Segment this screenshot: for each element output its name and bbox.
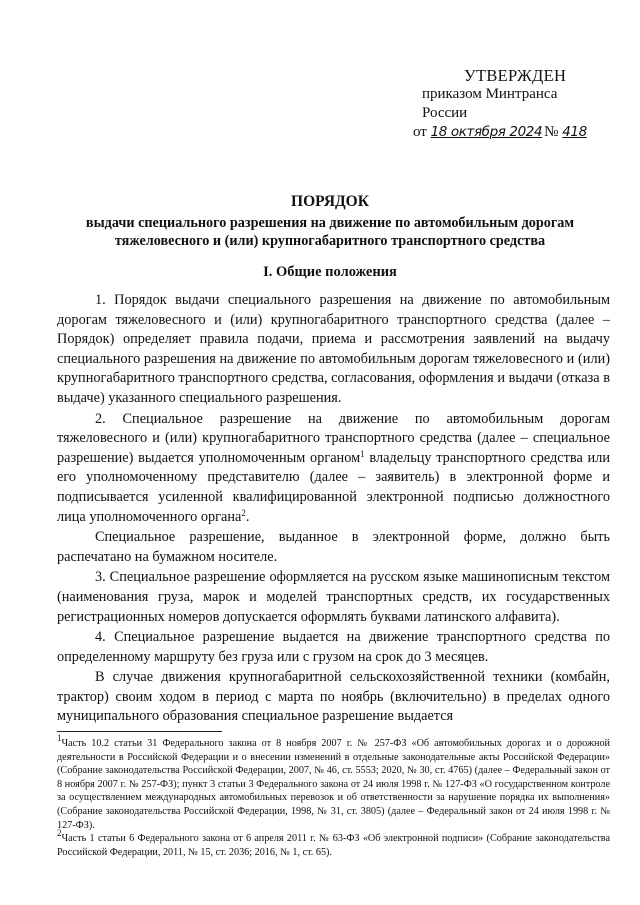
footnote-mark: 1 — [57, 733, 62, 743]
approval-date-handwritten: 18 октября 2024 — [430, 124, 543, 140]
approval-title: УТВЕРЖДЕН — [464, 66, 567, 85]
footnote-mark: 2 — [57, 828, 62, 839]
approval-date-line — [413, 123, 602, 142]
paragraph: Специальное разрешение, выданное в электронной форме, должно быть распечатано на бумажном носителе. — [57, 529, 610, 565]
approval-stamp — [412, 66, 602, 142]
footnote-text: Часть 1 статьи 6 Федерального закона от 6 апреля 2011 г. № 63-ФЗ «Об электронной подписи» (Собрание законодательства Российской Федерации, 2011, № 15, ст. 2036; 2016, № 1, ст. 65). — [57, 833, 610, 858]
footnote-separator — [57, 731, 222, 732]
footnote-ref-1: 1 — [360, 448, 365, 459]
paragraph: В случае движения крупногабаритной сельскохозяйственной техники (комбайн, трактор) своим ходом в период с марта по ноябрь (включительно) в пределах одного муниципального образования специальное разрешение выдается — [57, 669, 610, 725]
footnote-1 — [57, 733, 610, 832]
footnote-text: Часть 10.2 статьи 31 Федерального закона от 8 ноября 2007 г. № 257-ФЗ «Об автомобильных дорогах и о дорожной деятельности в Российской Федерации и о внесении изменений в отдельные законодательные акты Российской Федерации» (Собрание законодательства Российской Федерации, 2007, № 46, ст. 5553; 2020, № 30, ст. 4765) (далее – Федеральный закон от 8 ноября 2007 г. № 257-ФЗ); пункт 3 статьи 3 Федерального закона от 24 июля 1998 г. № 127-ФЗ «О государственном контроле за осуществлением международных автомобильных перевозок и об ответственности за нарушение порядка их выполнения» (Собрание законодательства Российской Федерации, 1998, № 31, ст. 3805) (далее – Федеральный закон от 24 июля 1998 г. № 127-ФЗ). — [57, 738, 610, 831]
paragraph — [57, 410, 610, 528]
approval-from-label: от — [413, 124, 427, 140]
document-body — [57, 291, 610, 727]
footnote-2 — [57, 828, 610, 859]
section-heading: I. Общие положения — [263, 264, 397, 280]
paragraph: 1. Порядок выдачи специального разрешения на движение по автомобильным дорогам тяжеловесного и (или) крупногабаритного транспортного средства (далее – Порядок) определяет правила подачи, приема и рассмотрения заявлений на выдачу специального разрешения на движение по автомобильным дорогам тяжеловесного и (или) крупногабаритного транспортного средства, согласования, оформления и выдачи (отказа в выдаче) указанного специального разрешения. — [57, 292, 610, 406]
paragraph: 3. Специальное разрешение оформляется на русском языке машинописным текстом (наименования груза, марок и моделей транспортных средств, их государственных регистрационных номеров допускается оформлять буквами латинского алфавита). — [57, 569, 610, 625]
paragraph-text: владельцу транспортного средства или его уполномоченному представителю (далее – заявитель) в электронной форме и подписывается усиленной квалифицированной электронной подписью должностного лица уполномоченного органа — [57, 449, 610, 525]
footnote-ref-2: 2 — [241, 507, 246, 518]
document-subtitle: выдачи специального разрешения на движение по автомобильным дорогам тяжеловесного и (или) крупногабаритного транспортного средства — [85, 215, 575, 249]
approval-number-label: № — [544, 124, 559, 140]
approval-number-handwritten: 418 — [562, 124, 587, 140]
paragraph-text: . — [245, 508, 250, 525]
paragraph: 4. Специальное разрешение выдается на движение транспортного средства по определенному маршруту без груза или с грузом на срок до 3 месяцев. — [57, 629, 610, 665]
footnotes — [57, 733, 610, 859]
paragraph-text: 2. Специальное разрешение на движение по автомобильным дорогам тяжеловесного и (или) крупногабаритного транспортного средства (далее – специальное разрешение) выдается уполномоченным органом — [57, 410, 610, 466]
document-title: ПОРЯДОК — [291, 193, 369, 210]
approval-order-line: приказом Минтранса России — [422, 86, 558, 121]
